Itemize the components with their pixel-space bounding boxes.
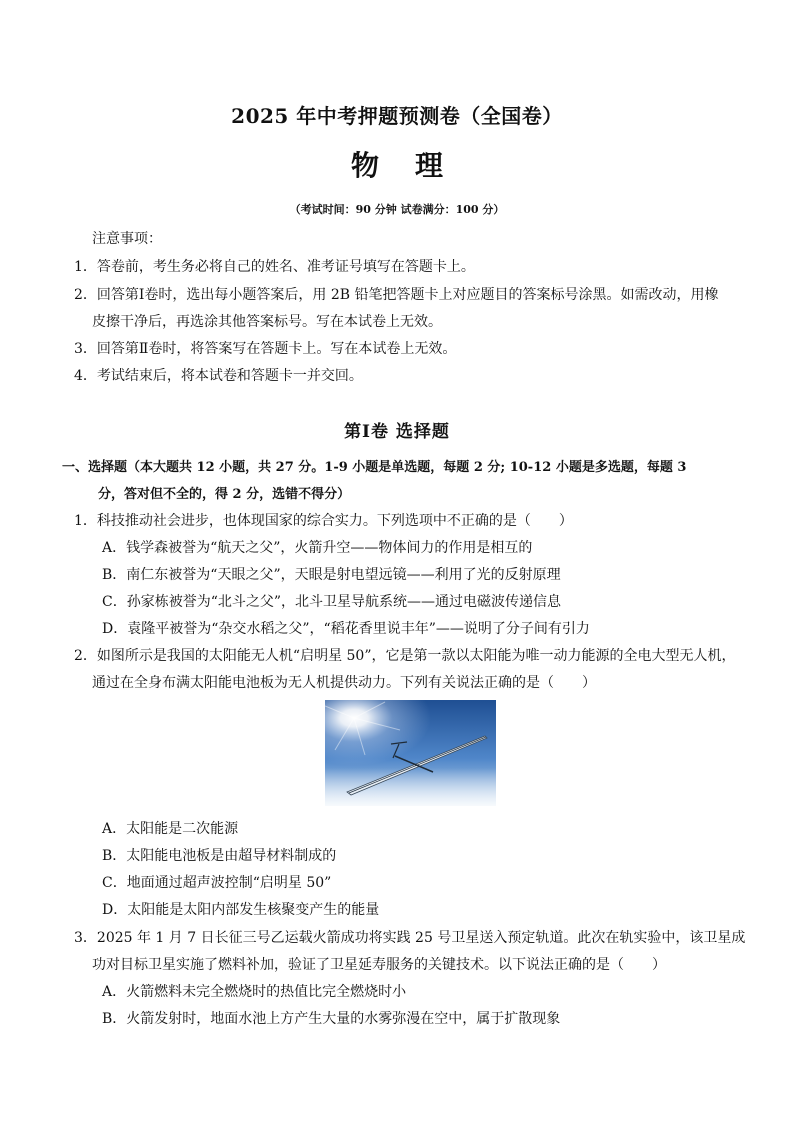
question-3-option-b: B．火箭发射时，地面水池上方产生大量的水雾弥漫在空中，属于扩散现象 [102,1011,561,1027]
question-3-stem-continued: 功对目标卫星实施了燃料补加，验证了卫星延寿服务的关键技术。以下说法正确的是（ ） [92,957,666,973]
section-title: 第Ⅰ卷 选择题 [344,422,450,442]
question-2-option-b: B．太阳能电池板是由超导材料制成的 [102,848,337,864]
question-3-option-a: A．火箭燃料未完全燃烧时的热值比完全燃烧时小 [102,984,407,1000]
solar-drone-photo [325,700,496,806]
note-item: 1．答卷前，考生务必将自己的姓名、准考证号填写在答题卡上。 [74,259,475,275]
notes-heading: 注意事项： [92,231,162,247]
question-2-option-a: A．太阳能是二次能源 [102,821,239,837]
question-2-option-c: C．地面通过超声波控制“启明星 50” [102,875,332,891]
note-item: 4．考试结束后，将本试卷和答题卡一并交回。 [74,368,363,384]
question-1-option-d: D．袁隆平被誉为“杂交水稻之父”，“稻花香里说丰年”——说明了分子间有引力 [102,621,590,637]
part-instructions: 一、选择题（本大题共 12 小题，共 27 分。1-9 小题是单选题，每题 2 分; 10-12 小题是多选题，每题 3 [62,460,687,475]
question-1-stem: 1．科技推动社会进步，也体现国家的综合实力。下列选项中不正确的是（ ） [74,513,573,529]
note-item-continued: 皮擦干净后，再选涂其他答案标号。写在本试卷上无效。 [92,314,442,330]
exam-meta: （考试时间：90 分钟 试卷满分：100 分） [289,203,505,216]
exam-title: 2025 年中考押题预测卷（全国卷） [231,104,563,128]
question-1-option-a: A．钱学森被誉为“航天之父”，火箭升空——物体间力的作用是相互的 [102,540,533,556]
question-2-option-d: D．太阳能是太阳内部发生核聚变产生的能量 [102,902,380,918]
part-instructions-continued: 分，答对但不全的，得 2 分，选错不得分） [98,487,351,502]
question-2-stem-continued: 通过在全身布满太阳能电池板为无人机提供动力。下列有关说法正确的是（ ） [92,675,596,691]
question-3-stem: 3．2025 年 1 月 7 日长征三号乙运载火箭成功将实践 25 号卫星送入预定轨道。此次在轨实验中，该卫星成 [74,930,746,946]
subject-title: 物理 [350,149,479,182]
question-1-option-b: B．南仁东被誉为“天眼之父”，天眼是射电望远镜——利用了光的反射原理 [102,567,561,583]
question-1-option-c: C．孙家栋被誉为“北斗之父”，北斗卫星导航系统——通过电磁波传递信息 [102,594,562,610]
note-item: 3．回答第Ⅱ卷时，将答案写在答题卡上。写在本试卷上无效。 [74,341,457,357]
question-2-stem: 2．如图所示是我国的太阳能无人机“启明星 50”，它是第一款以太阳能为唯一动力能源的全电大型无人机， [74,648,736,664]
note-item: 2．回答第Ⅰ卷时，选出每小题答案后，用 2B 铅笔把答题卡上对应题目的答案标号涂黑。如需改动，用橡 [74,287,719,303]
